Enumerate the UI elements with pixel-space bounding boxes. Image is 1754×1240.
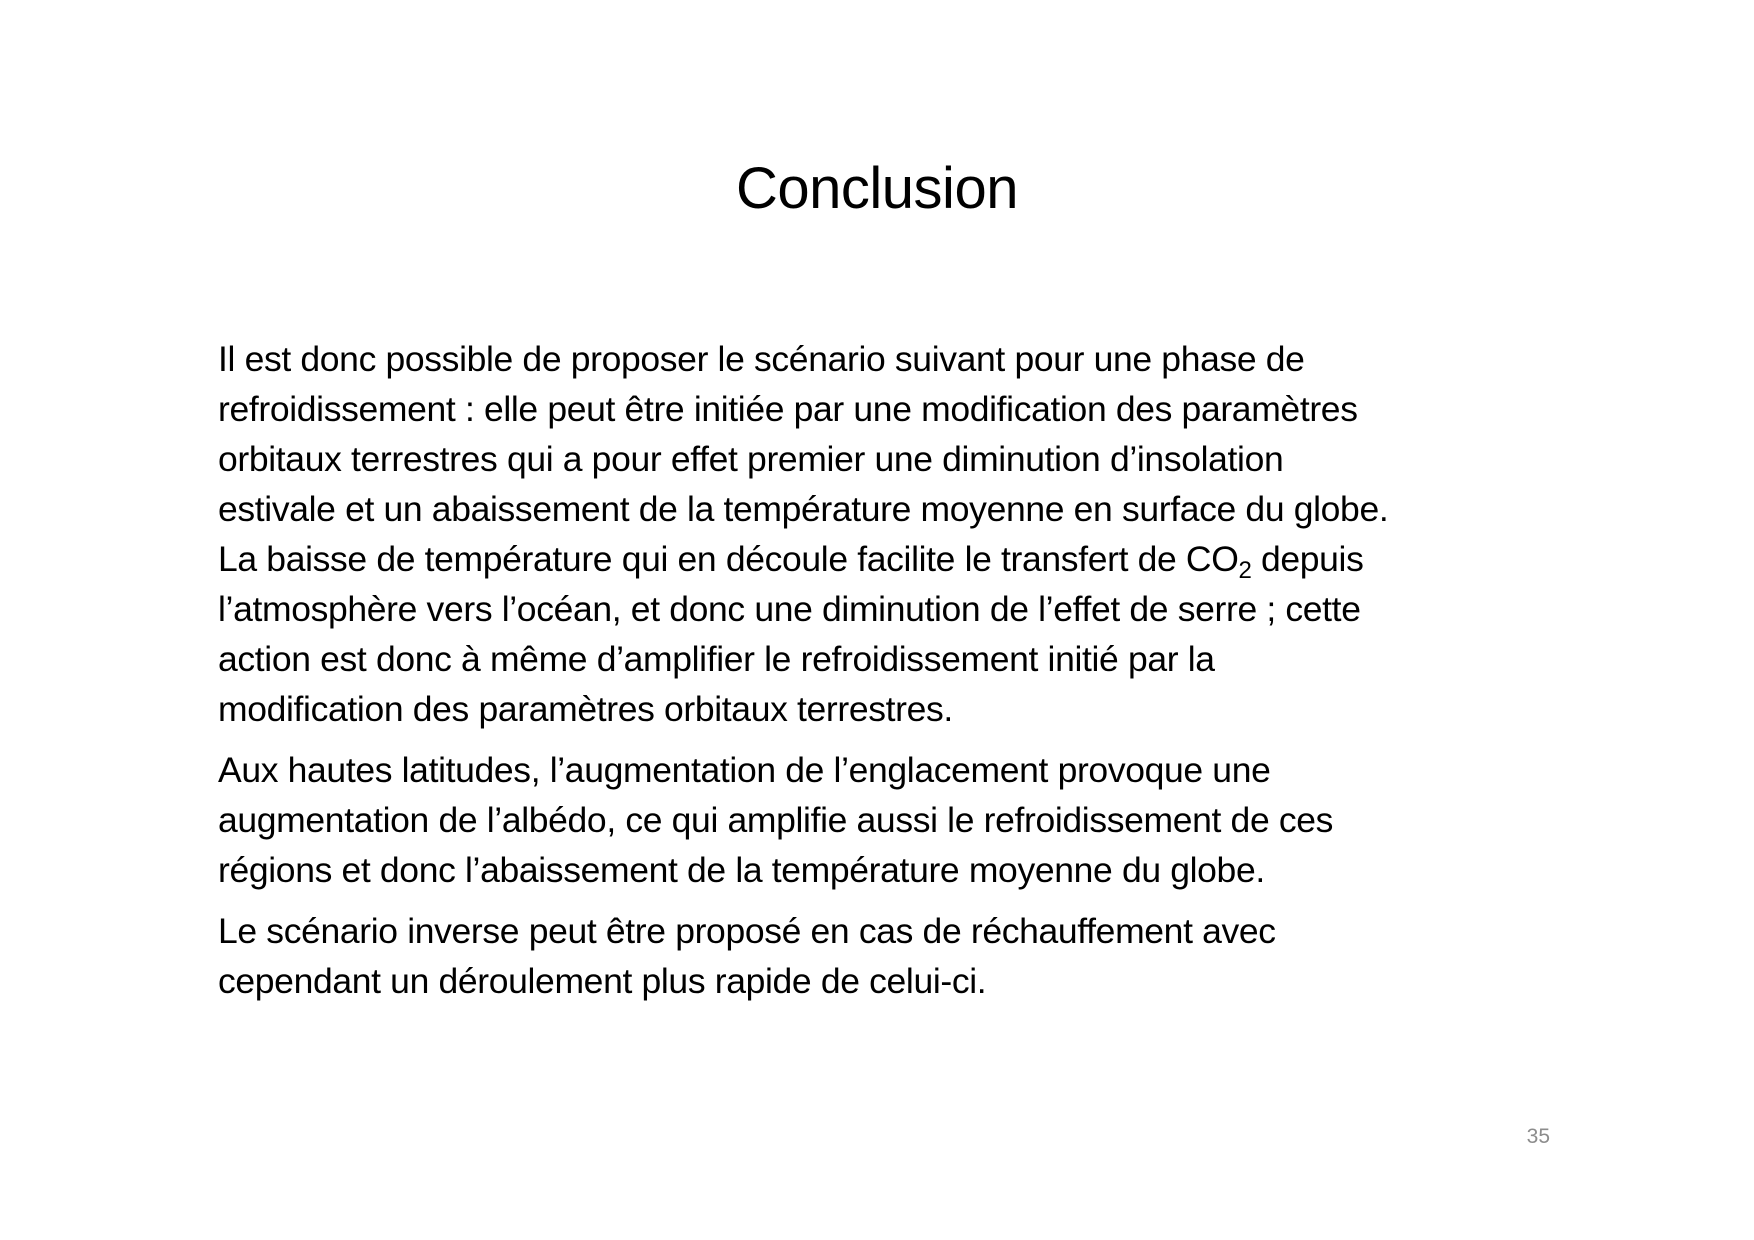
slide-title: Conclusion [736,156,1018,221]
text-line: Le scénario inverse peut être proposé en cas de réchauffement avec [218,911,1276,951]
text-line: orbitaux terrestres qui a pour effet premier une diminution d’insolation [218,439,1284,479]
text-line: refroidissement : elle peut être initiée par une modification des paramètres [218,389,1358,429]
text-segment: depuis [1251,539,1364,579]
co2-subscript: 2 [1238,557,1252,584]
text-line: cependant un déroulement plus rapide de celui-ci. [218,961,987,1001]
text-line: augmentation de l’albédo, ce qui amplifie aussi le refroidissement de ces [218,800,1334,840]
text-line: estivale et un abaissement de la température moyenne en surface du globe. [218,489,1389,529]
paragraph-2 [218,745,1528,895]
text-segment: La baisse de température qui en découle facilite le transfert de CO [218,539,1239,579]
text-line-co2 [218,534,1528,584]
text-line: action est donc à même d’amplifier le refroidissement initié par la [218,639,1215,679]
text-line: modification des paramètres orbitaux terrestres. [218,689,953,729]
slide-body [218,334,1528,1017]
text-line: Aux hautes latitudes, l’augmentation de l’englacement provoque une [218,750,1271,790]
text-line: régions et donc l’abaissement de la température moyenne du globe. [218,850,1265,890]
paragraph-3 [218,906,1528,1006]
text-line: l’atmosphère vers l’océan, et donc une diminution de l’effet de serre ; cette [218,589,1361,629]
paragraph-1 [218,334,1528,734]
page-number: 35 [1526,1125,1550,1148]
text-line: Il est donc possible de proposer le scénario suivant pour une phase de [218,339,1305,379]
